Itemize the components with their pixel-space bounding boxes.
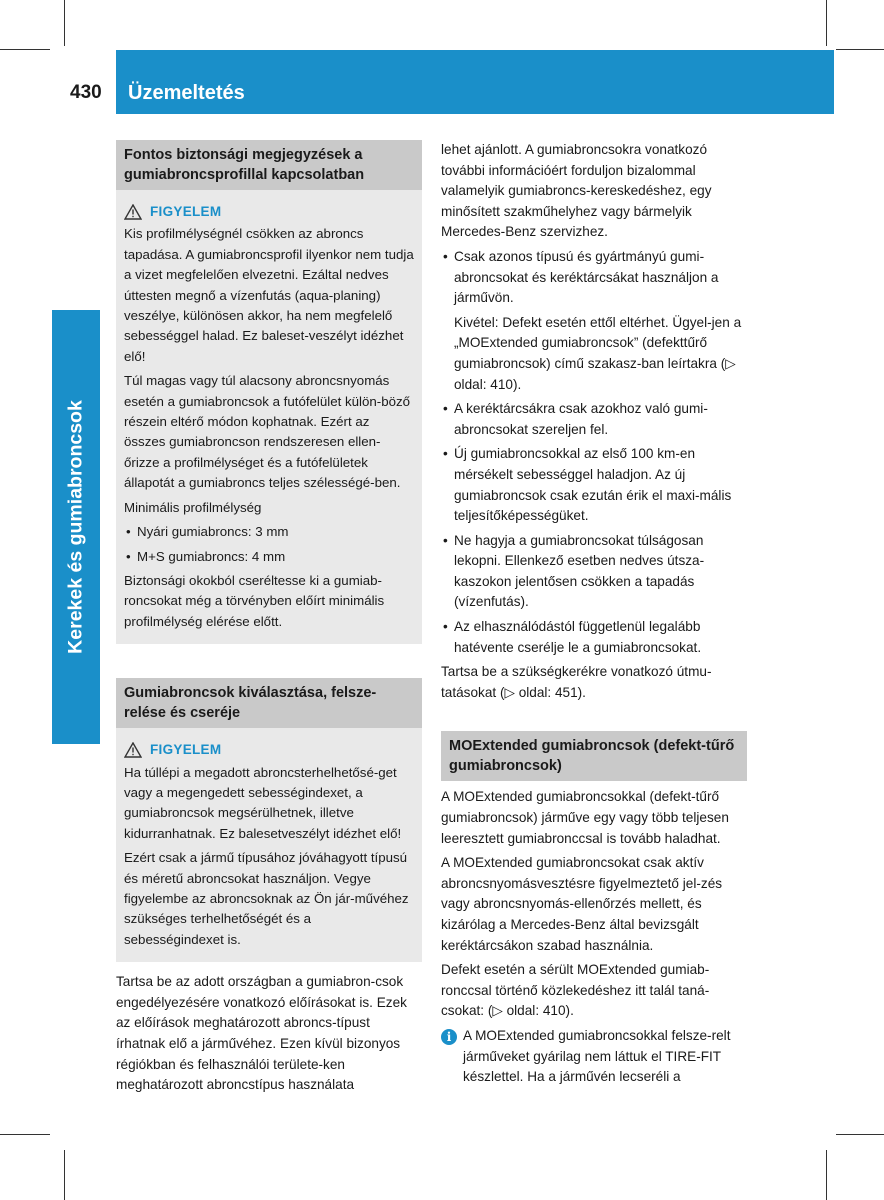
info-icon: i (441, 1029, 457, 1045)
bullet-list (124, 522, 414, 567)
left-column (116, 140, 422, 1100)
list-item: • Az elhasználódástól függetlenül legalább hatévente cserélje le a gumiabroncsokat. (441, 617, 747, 658)
crop-mark (0, 49, 50, 50)
list-item: • Új gumiabroncsokkal az első 100 km-en mérsékelt sebességgel haladjon. Az új gumiabroncsok csak ezután érik el maxi-mális teljesítőképességüket. (441, 444, 747, 526)
page-number: 430 (70, 82, 102, 103)
crop-mark (836, 49, 884, 50)
warning-label: FIGYELEM (150, 742, 222, 758)
side-tab-label: Kerekek és gumiabroncsok (64, 400, 87, 654)
bullet-list (441, 247, 747, 658)
warning-title (124, 202, 414, 222)
crop-mark (826, 0, 827, 46)
warning-text: Kis profilmélységnél csökken az abroncs tapadása. A gumiabroncsprofil ilyenkor nem tudja a vizet megfelelően elvezetni. Ezáltal nedves úttesten megnő a vízenfutás (aqua-planing) veszélye, különösen akkor, ha nem megfelelő sebességgel halad. Ez baleset-veszélyt idézhet elő! (124, 226, 414, 364)
crop-mark (836, 1134, 884, 1135)
body-text: lehet ajánlott. A gumiabroncsokra vonatkozó további információért forduljon bizalommal valamelyik gumiabroncs-kereskedéshez, egy minősített szakműhelyhez vagy bármelyik Mercedes-Benz szervizhez. (441, 142, 712, 240)
body-text: A MOExtended gumiabroncsokat csak aktív abroncsnyomásvesztésre figyelmeztető jel-zés vagy abroncsnyomás-ellenőrzés mellett, és kizárólag a Mercedes-Benz által bevizsgált keréktárcsákon szabad használnia. (441, 855, 723, 953)
section-heading: Gumiabroncsok kiválasztása, felsze-relése és cseréje (116, 678, 422, 728)
crop-mark (64, 1150, 65, 1200)
warning-block (116, 728, 422, 962)
header-band (116, 50, 834, 114)
body-text: Tartsa be a szükségkerékre vonatkozó útmu-tatásokat (▷ oldal: 451). (441, 664, 712, 700)
list-item (441, 247, 747, 395)
warning-block (116, 190, 422, 644)
list-item-text: Csak azonos típusú és gyártmányú gumi-abroncsokat és keréktárcsákat használjon a járművön. (454, 248, 719, 306)
body-text: A MOExtended gumiabroncsokkal (defekt-tűrő gumiabroncsok) járműve egy vagy több teljesen leeresztett gumiabronccsal is tovább haladhat. (441, 789, 729, 846)
list-item-subtext: Kivétel: Defekt esetén ettől eltérhet. Ügyel-jen a „MOExtended gumiabroncsok” (defekttűrő gumiabroncsok) című szakasz-ban leírtakra (▷ oldal: 410). (454, 314, 742, 392)
page-title: Üzemeltetés (128, 82, 245, 104)
info-note (441, 1026, 747, 1088)
warning-text: Biztonsági okokból cseréltesse ki a gumiab-roncsokat még a törvényben előírt minimális profilmélység elérése előtt. (124, 572, 385, 629)
warning-label: FIGYELEM (150, 204, 222, 219)
list-item: • M+S gumiabroncs: 4 mm (124, 547, 414, 567)
body-text: Defekt esetén a sérült MOExtended gumiab-ronccsal történő közlekedéshez itt talál taná-csokat: (▷ oldal: 410). (441, 962, 710, 1019)
info-text: A MOExtended gumiabroncsokkal felsze-relt járműveket gyárilag nem láttuk el TIRE-FIT készlettel. Ha a járművén lecseréli a (463, 1027, 731, 1085)
warning-triangle-icon (124, 742, 142, 758)
warning-text: Túl magas vagy túl alacsony abroncsnyomás esetén a gumiabroncsok a futófelület külön-böző részein eltérő módon kophatnak. Ezért az összes gumiabroncson rendszeresen ellen-őrizze a profilmélységet és a futófelületek állapotát a gumiabroncs teljes szélességé-ben. (124, 373, 411, 491)
section-heading: MOExtended gumiabroncsok (defekt-tűrő gumiabroncsok) (441, 731, 747, 781)
body-text: Tartsa be az adott országban a gumiabron-csok engedélyezésére vonatkozó előírásokat is. Ezek az előírások meghatározott abroncs-típust írhatnak elő a járművéhez. Ezen kívül bizonyos régiókban és felhasználói területe-ken meghatározott abroncstípus használata (116, 974, 407, 1093)
list-item: • Nyári gumiabroncs: 3 mm (124, 522, 414, 542)
warning-text: Ezért csak a jármű típusához jóváhagyott típusú és méretű abroncsokat használjon. Vegye figyelembe az abroncsoknak az Ön jár-művéhez szükséges terhelhetőségét és a sebességindexet is. (124, 850, 409, 947)
warning-text: Ha túllépi a megadott abroncsterhelhetősé-get vagy a megengedett sebességindexet, a gumiabroncsok megsérülhetnek, illetve kidurranhatnak. Ez balesetveszélyt idézhet elő! (124, 764, 402, 841)
section-heading: Fontos biztonsági megjegyzések a gumiabroncsprofillal kapcsolatban (116, 140, 422, 190)
crop-mark (64, 0, 65, 46)
warning-triangle-icon (124, 204, 142, 220)
warning-text: Minimális profilmélység (124, 499, 262, 515)
side-tab (52, 310, 100, 744)
list-item: • A keréktárcsákra csak azokhoz való gumi-abroncsokat szereljen fel. (441, 399, 747, 440)
crop-mark (0, 1134, 50, 1135)
list-item: • Ne hagyja a gumiabroncsokat túlságosan lekopni. Ellenkező esetben nedves útsza-kaszokon jelentősen csökken a tapadás (vízenfutás). (441, 531, 747, 613)
warning-title (124, 740, 414, 760)
right-column (441, 140, 747, 1088)
crop-mark (826, 1150, 827, 1200)
